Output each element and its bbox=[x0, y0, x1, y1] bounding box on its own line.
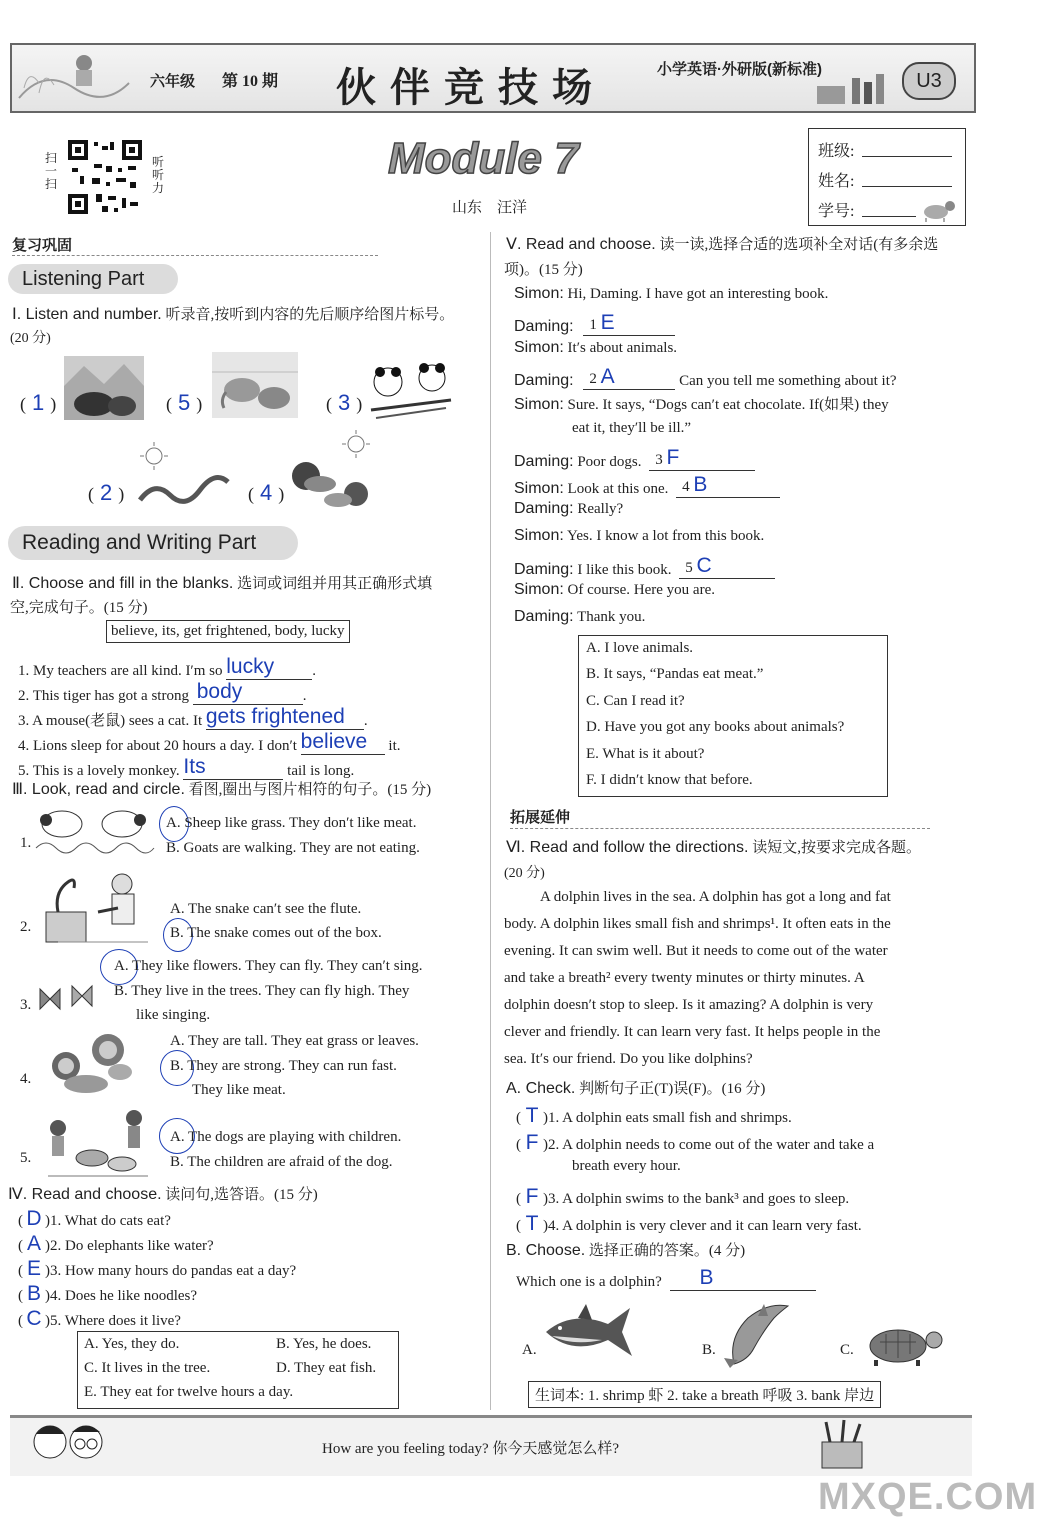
s4-item-2-question: )2. Do elephants like water? bbox=[45, 1238, 214, 1254]
s2-word-box: believe, its, get frightened, body, lucky bbox=[106, 620, 350, 643]
s3-item-4-a[interactable]: A. They are tall. They eat grass or leaves. bbox=[170, 1033, 419, 1049]
s1-answer-3[interactable]: 3 bbox=[338, 390, 351, 415]
s5-option-e: E. What is it about? bbox=[586, 746, 705, 762]
watermark: MXQE.COM bbox=[818, 1476, 1037, 1518]
s5-title-cn: 读一读,选择合适的选项补全对话(有多余选 bbox=[659, 237, 939, 253]
s6-A-item-2-text: )2. A dolphin needs to come out of the water and take a bbox=[543, 1137, 875, 1153]
dialogue-11-speaker: Simon: bbox=[514, 581, 564, 598]
s2-item-4-answer[interactable]: believe bbox=[301, 730, 385, 755]
passage-line-5: dolphin doesn′t stop to sleep. Is it amazing? A dolphin is very bbox=[504, 997, 874, 1013]
module-title: Module 7 bbox=[388, 134, 579, 183]
review-label: 复习巩固 bbox=[12, 238, 73, 254]
s4-option-a: A. Yes, they do. bbox=[84, 1336, 180, 1352]
bears-picture bbox=[64, 356, 144, 420]
sleeping-lions-picture bbox=[286, 430, 382, 510]
s2-item-3-answer[interactable]: gets frightened bbox=[206, 705, 364, 730]
s3-item-1-num: 1. bbox=[20, 835, 32, 851]
s6-A-item-3-text: )3. A dolphin swims to the bank³ and goes to sleep. bbox=[543, 1191, 850, 1207]
s5-title: Ⅴ. Read and choose. bbox=[506, 236, 656, 253]
s2-item-1-text: 1. My teachers are all kind. I′m so bbox=[18, 663, 223, 679]
s6-partB-answer[interactable]: B bbox=[670, 1266, 816, 1291]
s5-title-cn-2: 项)。(15 分) bbox=[504, 262, 583, 278]
s3-item-1-b[interactable]: B. Goats are walking. They are not eating. bbox=[166, 840, 420, 856]
s4-item-2-answer[interactable]: A bbox=[26, 1232, 41, 1255]
class-label: 班级: bbox=[818, 143, 855, 160]
s4-item-5-answer[interactable]: C bbox=[26, 1307, 42, 1330]
dialogue-1-text: Hi, Daming. I have got an interesting book. bbox=[567, 286, 829, 302]
passage-line-3: evening. It can swim well. But it needs to come out of the water bbox=[504, 943, 888, 959]
passage-line-2: body. A dolphin likes small fish and shrimps¹. It often eats in the bbox=[504, 916, 891, 932]
s1-answer-2[interactable]: 5 bbox=[178, 390, 191, 415]
s4-option-e: E. They eat for twelve hours a day. bbox=[84, 1384, 294, 1400]
turtle-picture bbox=[862, 1320, 946, 1366]
s2-item-3-text: 3. A mouse(老鼠) sees a cat. It bbox=[18, 713, 203, 729]
butterflies-picture bbox=[36, 982, 100, 1016]
s6-partA-title-cn: 判断句子正(T)误(F)。(16 分) bbox=[579, 1081, 766, 1097]
s3-item-2-num: 2. bbox=[20, 919, 32, 935]
issue-label: 第 10 期 bbox=[222, 73, 279, 90]
pandas-picture bbox=[366, 360, 456, 420]
option-b-label: B. bbox=[702, 1342, 716, 1358]
s4-item-3-question: )3. How many hours do pandas eat a day? bbox=[45, 1263, 297, 1279]
passage-line-7: sea. It′s our friend. Do you like dolphins? bbox=[504, 1051, 753, 1067]
name-field[interactable] bbox=[862, 186, 952, 187]
s4-item-4-question: )4. Does he like noodles? bbox=[45, 1288, 198, 1304]
dialogue-2-blank[interactable]: 1 E bbox=[583, 311, 675, 336]
footer-text: How are you feeling today? 你今天感觉怎么样? bbox=[322, 1441, 620, 1457]
dialogue-6-blank[interactable]: 3 F bbox=[649, 446, 755, 471]
s6-title-cn: 读短文,按要求完成各题。 bbox=[752, 840, 921, 856]
animal-doodle-icon bbox=[918, 196, 960, 222]
s6-partA-title: A. Check. bbox=[506, 1080, 576, 1097]
s3-item-1-a[interactable]: A. Sheep like grass. They don′t like meat. bbox=[166, 815, 417, 831]
s3-item-5-b[interactable]: B. The children are afraid of the dog. bbox=[170, 1154, 393, 1170]
divider bbox=[12, 255, 378, 256]
newspaper-title: 伙 伴 竞 技 场 bbox=[336, 65, 594, 110]
s3-item-4-b[interactable]: B. They are strong. They can run fast. bbox=[170, 1058, 397, 1074]
s5-option-b: B. It says, “Pandas eat meat.” bbox=[586, 666, 764, 682]
passage-line-1: A dolphin lives in the sea. A dolphin has got a long and fat bbox=[540, 889, 891, 905]
s5-option-a: A. I love animals. bbox=[586, 640, 694, 656]
dialogue-10-blank[interactable]: 5 C bbox=[679, 554, 775, 579]
s2-item-2-answer[interactable]: body bbox=[193, 680, 303, 705]
s3-item-4-num: 4. bbox=[20, 1071, 32, 1087]
s6-A-item-4-text: )4. A dolphin is very clever and it can learn very fast. bbox=[543, 1218, 862, 1234]
reading-writing-heading: Reading and Writing Part bbox=[8, 526, 298, 560]
children-mascot-icon bbox=[28, 1418, 108, 1472]
qr-code-icon[interactable] bbox=[66, 138, 144, 216]
option-a-label: A. bbox=[522, 1342, 537, 1358]
qr-left-text: 扫一扫 bbox=[45, 151, 58, 191]
vocab-box: 生词本: 1. shrimp 虾 2. take a breath 呼吸 3. bank 岸边 bbox=[528, 1381, 881, 1408]
dialogue-10-speaker: Daming: bbox=[514, 561, 574, 578]
option-c-label: C. bbox=[840, 1342, 854, 1358]
s2-title-cn: 选词或词组并用其正确形式填 bbox=[237, 576, 433, 592]
s4-option-c: C. It lives in the tree. bbox=[84, 1360, 211, 1376]
dolphin-picture bbox=[724, 1298, 794, 1370]
s3-item-2-b[interactable]: B. The snake comes out of the box. bbox=[170, 925, 382, 941]
passage-line-6: clever and friendly. It can learn very fast. It helps people in the bbox=[504, 1024, 881, 1040]
passage-line-4: and take a breath² every twenty minutes or thirty minutes. A bbox=[504, 970, 865, 986]
s2-item-2-text: 2. This tiger has got a strong bbox=[18, 688, 189, 704]
s3-item-3-b[interactable]: B. They live in the trees. They can fly high. They bbox=[114, 983, 410, 999]
s6-A-item-3-answer[interactable]: F bbox=[525, 1185, 539, 1208]
s6-partB-title: B. Choose. bbox=[506, 1242, 586, 1259]
dialogue-2-speaker: Daming: bbox=[514, 318, 574, 335]
id-label: 学号: bbox=[818, 203, 855, 220]
s3-item-5-num: 5. bbox=[20, 1150, 32, 1166]
s6-partB-question: Which one is a dolphin? bbox=[516, 1274, 662, 1290]
lions-picture bbox=[42, 1030, 134, 1096]
class-field[interactable] bbox=[862, 156, 952, 157]
s1-title: Ⅰ. Listen and number. bbox=[12, 306, 162, 323]
s3-item-3-num: 3. bbox=[20, 997, 32, 1013]
snakes-picture bbox=[136, 440, 232, 510]
elephants-picture bbox=[212, 352, 298, 418]
s3-item-3-b-cont: like singing. bbox=[136, 1007, 211, 1023]
dialogue-4-text: Can you tell me something about it? bbox=[679, 373, 897, 389]
dialogue-5-speaker: Simon: bbox=[514, 396, 564, 413]
s4-item-3-answer[interactable]: E bbox=[26, 1257, 41, 1280]
s1-title-cn: 听录音,按听到内容的先后顺序给图片标号。 bbox=[165, 307, 455, 323]
dialogue-1-speaker: Simon: bbox=[514, 285, 564, 302]
s2-title: Ⅱ. Choose and fill in the blanks. bbox=[12, 575, 234, 592]
s5-option-d: D. Have you got any books about animals? bbox=[586, 719, 845, 735]
s4-item-1-question: )1. What do cats eat? bbox=[45, 1213, 171, 1229]
s3-item-2-a[interactable]: A. The snake can′t see the flute. bbox=[170, 901, 362, 917]
snake-charmer-picture bbox=[38, 868, 158, 948]
s1-points: (20 分) bbox=[10, 331, 51, 346]
s6-A-item-2-cont: breath every hour. bbox=[572, 1158, 681, 1174]
s4-option-d: D. They eat fish. bbox=[276, 1360, 377, 1376]
s6-partB-title-cn: 选择正确的答案。(4 分) bbox=[588, 1243, 746, 1259]
s2-item-1-answer[interactable]: lucky bbox=[226, 655, 312, 680]
dialogue-5-text: Sure. It says, “Dogs can′t eat chocolate. If(如果) they bbox=[567, 397, 889, 413]
dialogue-9-speaker: Simon: bbox=[514, 527, 564, 544]
s1-answer-5[interactable]: 4 bbox=[260, 480, 273, 505]
dialogue-7-speaker: Simon: bbox=[514, 480, 564, 497]
s1-answer-1[interactable]: 1 bbox=[32, 390, 45, 415]
dialogue-5-cont: eat it, they′ll be ill.” bbox=[572, 420, 692, 436]
shark-picture bbox=[542, 1302, 634, 1368]
dialogue-4-speaker: Daming: bbox=[514, 372, 574, 389]
dialogue-4-blank[interactable]: 2 A bbox=[583, 365, 675, 390]
s4-item-1-answer[interactable]: D bbox=[26, 1207, 42, 1230]
s5-option-f: F. I didn′t know that before. bbox=[586, 772, 753, 788]
books-illustration bbox=[812, 72, 902, 106]
s3-title: Ⅲ. Look, read and circle. bbox=[12, 781, 185, 798]
s3-item-3-a[interactable]: A. They like flowers. They can fly. They can′t sing. bbox=[114, 958, 423, 974]
s4-title-cn: 读问句,选答语。(15 分) bbox=[165, 1187, 318, 1203]
s5-option-c: C. Can I read it? bbox=[586, 693, 685, 709]
dialogue-6-speaker: Daming: bbox=[514, 453, 574, 470]
dialogue-3-text: It′s about animals. bbox=[567, 340, 678, 356]
s6-points: (20 分) bbox=[504, 866, 545, 881]
series-label: 小学英语·外研版(新标准) bbox=[657, 61, 822, 78]
s2-title-cn-2: 空,完成句子。(15 分) bbox=[10, 600, 148, 616]
s6-A-item-2-answer[interactable]: F bbox=[525, 1131, 539, 1154]
listening-part-heading: Listening Part bbox=[8, 264, 178, 294]
s6-A-item-4-answer[interactable]: T bbox=[525, 1212, 539, 1235]
s1-answer-4[interactable]: 2 bbox=[100, 480, 113, 505]
s2-item-5-answer[interactable]: Its bbox=[183, 755, 283, 780]
sheep-picture bbox=[36, 802, 154, 854]
author: 山东 汪洋 bbox=[452, 200, 528, 216]
dialogue-12-speaker: Daming: bbox=[514, 608, 574, 625]
s6-title: Ⅵ. Read and follow the directions. bbox=[506, 839, 749, 856]
qr-right-text: 听听力 bbox=[152, 155, 165, 195]
dialogue-8-speaker: Daming: bbox=[514, 500, 574, 517]
pencil-cup-icon bbox=[812, 1420, 872, 1470]
extension-label: 拓展延伸 bbox=[510, 810, 571, 826]
s6-A-item-1-answer[interactable]: T bbox=[525, 1104, 539, 1127]
id-field[interactable] bbox=[862, 216, 916, 217]
s3-item-5-a[interactable]: A. The dogs are playing with children. bbox=[170, 1129, 402, 1145]
grade-label: 六年级 bbox=[150, 74, 196, 90]
divider bbox=[510, 828, 930, 829]
unit-badge: U3 bbox=[902, 62, 956, 100]
name-label: 姓名: bbox=[818, 173, 855, 190]
s4-title: Ⅳ. Read and choose. bbox=[8, 1186, 162, 1203]
s3-title-cn: 看图,圈出与图片相符的句子。(15 分) bbox=[188, 782, 432, 798]
girl-reading-illustration bbox=[14, 48, 134, 106]
column-divider bbox=[490, 232, 491, 1410]
s4-item-4-answer[interactable]: B bbox=[26, 1282, 41, 1305]
s4-option-b: B. Yes, he does. bbox=[276, 1336, 372, 1352]
s3-item-4-b-cont: They like meat. bbox=[192, 1082, 286, 1098]
children-dogs-picture bbox=[38, 1106, 156, 1178]
s4-item-5-question: )5. Where does it live? bbox=[45, 1313, 181, 1329]
s2-item-5-text: 5. This is a lovely monkey. bbox=[18, 763, 180, 779]
dialogue-3-speaker: Simon: bbox=[514, 339, 564, 356]
s6-A-item-1-text: )1. A dolphin eats small fish and shrimps. bbox=[543, 1110, 792, 1126]
dialogue-7-blank[interactable]: 4 B bbox=[676, 473, 780, 498]
s2-item-4-text: 4. Lions sleep for about 20 hours a day. I don′t bbox=[18, 738, 297, 754]
